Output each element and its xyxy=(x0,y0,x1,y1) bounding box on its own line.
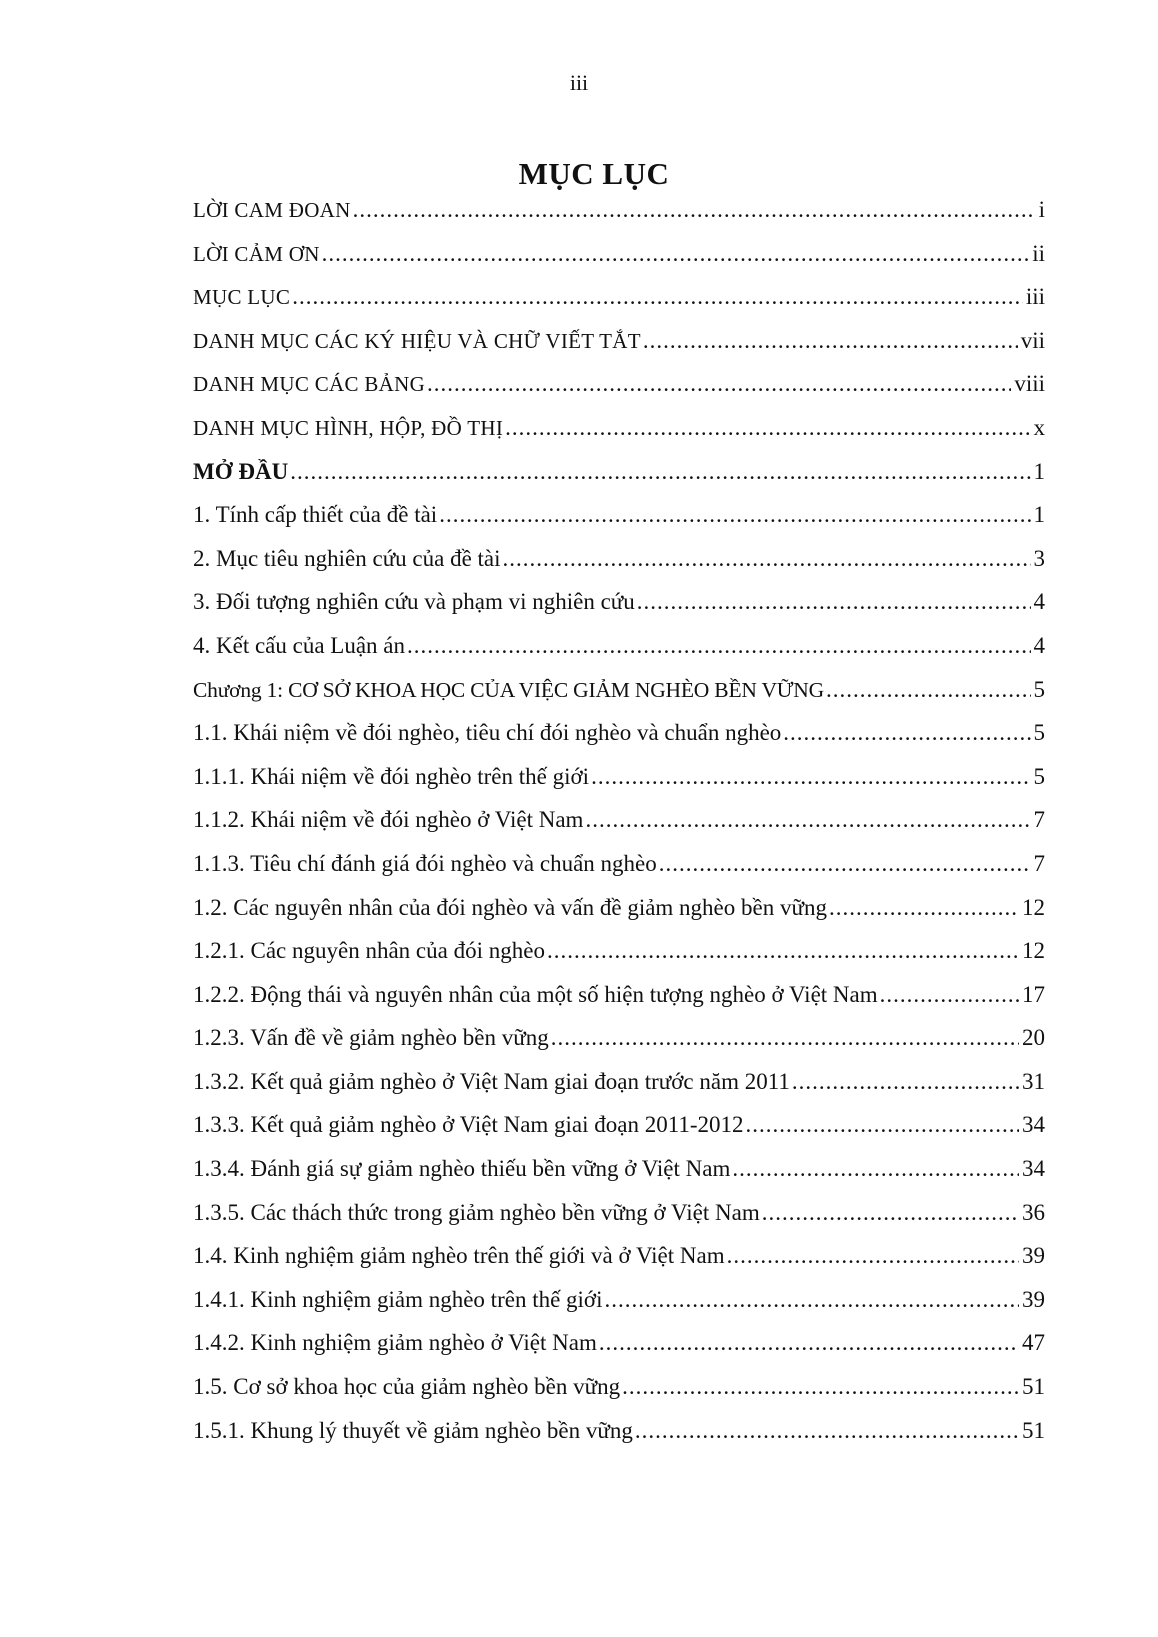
toc-leader-dots xyxy=(826,677,1031,703)
toc-entry[interactable] xyxy=(193,851,1045,895)
toc-entry-page: 39 xyxy=(1022,1243,1045,1269)
toc-entry[interactable] xyxy=(193,1200,1045,1244)
toc-leader-dots xyxy=(637,589,1031,615)
toc-entry-page: ii xyxy=(1032,240,1045,266)
toc-entry-label: 1.1.2. Khái niệm về đói nghèo ở Việt Nam xyxy=(193,807,584,833)
toc-entry-label: 1.5.1. Khung lý thuyết về giảm nghèo bền vững xyxy=(193,1417,633,1443)
toc-entry[interactable] xyxy=(193,415,1045,459)
toc-entry-page: 17 xyxy=(1022,981,1045,1007)
toc-entry-label: DANH MỤC HÌNH, HỘP, ĐỒ THỊ xyxy=(193,415,504,440)
toc-leader-dots xyxy=(605,1287,1020,1313)
toc-entry[interactable] xyxy=(193,502,1045,546)
toc-entry-page: i xyxy=(1038,197,1045,222)
toc-entry-label: 3. Đối tượng nghiên cứu và phạm vi nghiên cứu xyxy=(193,589,635,615)
toc-entry-label: 1.3.3. Kết quả giảm nghèo ở Việt Nam giai đoạn 2011-2012 xyxy=(193,1112,744,1138)
toc-leader-dots xyxy=(829,895,1019,921)
toc-leader-dots xyxy=(427,371,1011,397)
page-number: iii xyxy=(569,70,589,95)
toc-entry-label: 1.5. Cơ sở khoa học của giảm nghèo bền vững xyxy=(193,1374,621,1400)
toc-entry-label: 1.2. Các nguyên nhân của đói nghèo và vấn đề giảm nghèo bền vững xyxy=(193,894,827,920)
toc-leader-dots xyxy=(290,459,1030,485)
toc-entry[interactable] xyxy=(193,807,1045,851)
toc-entry-page: 3 xyxy=(1033,545,1045,571)
toc-leader-dots xyxy=(599,1330,1019,1356)
toc-entry-page: 31 xyxy=(1022,1068,1045,1094)
toc-title: MỤC LỤC xyxy=(518,156,670,191)
toc-entry[interactable] xyxy=(193,938,1045,982)
toc-entry-label: DANH MỤC CÁC KÝ HIỆU VÀ CHỮ VIẾT TẮT xyxy=(193,328,641,353)
toc-entry-label: 1.2.2. Động thái và nguyên nhân của một số hiện tượng nghèo ở Việt Nam xyxy=(193,981,878,1007)
toc-entry-label: 2. Mục tiêu nghiên cứu của đề tài xyxy=(193,545,501,571)
toc-entry-page: 5 xyxy=(1033,763,1045,789)
toc-leader-dots xyxy=(783,720,1030,746)
toc-leader-dots xyxy=(439,502,1030,528)
toc-entry-page: 51 xyxy=(1022,1374,1045,1400)
toc-entry[interactable] xyxy=(193,1418,1045,1462)
toc-entry-page: 4 xyxy=(1033,589,1045,615)
toc-entry-page: x xyxy=(1033,414,1045,440)
toc-entry-page: vii xyxy=(1020,327,1045,353)
toc-leader-dots xyxy=(622,1374,1019,1400)
toc-entry-page: 36 xyxy=(1022,1199,1045,1225)
toc-entry[interactable] xyxy=(193,1156,1045,1200)
toc-entry[interactable] xyxy=(193,633,1045,677)
toc-entry-page: 7 xyxy=(1033,850,1045,876)
toc-entry[interactable] xyxy=(193,459,1045,503)
toc-entry-label: 4. Kết cấu của Luận án xyxy=(193,632,406,658)
table-of-contents xyxy=(193,197,1045,1461)
toc-entry-label: 1.1.1. Khái niệm về đói nghèo trên thế giới xyxy=(193,763,590,789)
toc-entry-label: LỜI CẢM ƠN xyxy=(193,241,320,266)
toc-entry-label: 1.3.5. Các thách thức trong giảm nghèo bền vững ở Việt Nam xyxy=(193,1199,760,1225)
toc-entry-label: 1.4.1. Kinh nghiệm giảm nghèo trên thế giới xyxy=(193,1286,603,1312)
toc-entry[interactable] xyxy=(193,241,1045,285)
toc-entry-page: 7 xyxy=(1033,807,1045,833)
toc-leader-dots xyxy=(762,1200,1019,1226)
toc-leader-dots xyxy=(322,241,1030,267)
toc-entry-page: 12 xyxy=(1022,938,1045,964)
toc-entry-page: 39 xyxy=(1022,1286,1045,1312)
toc-entry[interactable] xyxy=(193,589,1045,633)
toc-leader-dots xyxy=(635,1418,1019,1444)
toc-entry-page: iii xyxy=(1025,284,1045,310)
toc-leader-dots xyxy=(505,415,1030,441)
toc-entry-page: 47 xyxy=(1022,1330,1045,1356)
toc-entry-label: 1.1.3. Tiêu chí đánh giá đói nghèo và chuẩn nghèo xyxy=(193,850,657,876)
toc-entry[interactable] xyxy=(193,1069,1045,1113)
toc-leader-dots xyxy=(547,938,1019,964)
toc-leader-dots xyxy=(727,1243,1019,1269)
toc-entry-page: 12 xyxy=(1022,894,1045,920)
toc-entry-label: MỤC LỤC xyxy=(193,285,291,310)
toc-entry[interactable] xyxy=(193,895,1045,939)
toc-entry[interactable] xyxy=(193,720,1045,764)
toc-entry-page: 1 xyxy=(1033,458,1045,484)
toc-entry-label: 1.3.2. Kết quả giảm nghèo ở Việt Nam giai đoạn trước năm 2011 xyxy=(193,1068,790,1094)
toc-entry-page: 34 xyxy=(1022,1156,1045,1182)
toc-entry-page: 20 xyxy=(1022,1025,1045,1051)
toc-entry[interactable] xyxy=(193,197,1045,241)
toc-entry-label: LỜI CAM ĐOAN xyxy=(193,198,351,222)
toc-leader-dots xyxy=(732,1156,1019,1182)
toc-entry[interactable] xyxy=(193,1330,1045,1374)
toc-entry[interactable] xyxy=(193,677,1045,721)
toc-entry-page: viii xyxy=(1014,371,1045,397)
toc-entry-label: 1.2.3. Vấn đề về giảm nghèo bền vững xyxy=(193,1025,549,1051)
toc-leader-dots xyxy=(880,982,1019,1008)
toc-entry[interactable] xyxy=(193,371,1045,415)
toc-entry-label: 1.4. Kinh nghiệm giảm nghèo trên thế giới và ở Việt Nam xyxy=(193,1243,725,1269)
toc-entry[interactable] xyxy=(193,1287,1045,1331)
toc-entry-page: 34 xyxy=(1022,1112,1045,1138)
toc-leader-dots xyxy=(591,764,1030,790)
toc-entry-label: DANH MỤC CÁC BẢNG xyxy=(193,372,426,397)
toc-entry[interactable] xyxy=(193,284,1045,328)
toc-leader-dots xyxy=(659,851,1031,877)
toc-entry[interactable] xyxy=(193,1025,1045,1069)
toc-leader-dots xyxy=(353,197,1036,223)
toc-entry[interactable] xyxy=(193,1243,1045,1287)
toc-entry-page: 5 xyxy=(1033,676,1045,702)
toc-leader-dots xyxy=(746,1112,1019,1138)
toc-entry-label: 1.2.1. Các nguyên nhân của đói nghèo xyxy=(193,938,545,964)
toc-entry-label: Chương 1: CƠ SỞ KHOA HỌC CỦA VIỆC GIẢM NGHÈO BỀN VỮNG xyxy=(193,677,824,702)
toc-leader-dots xyxy=(503,546,1031,572)
toc-entry-page: 1 xyxy=(1033,502,1045,528)
toc-entry-page: 5 xyxy=(1033,720,1045,746)
toc-entry-label: 1.3.4. Đánh giá sự giảm nghèo thiếu bền vững ở Việt Nam xyxy=(193,1156,731,1182)
toc-entry-label: 1. Tính cấp thiết của đề tài xyxy=(193,502,438,528)
toc-entry[interactable] xyxy=(193,328,1045,372)
toc-entry-label: 1.4.2. Kinh nghiệm giảm nghèo ở Việt Nam xyxy=(193,1330,597,1356)
toc-leader-dots xyxy=(643,328,1018,354)
toc-entry-label: 1.1. Khái niệm về đói nghèo, tiêu chí đói nghèo và chuẩn nghèo xyxy=(193,720,782,746)
toc-leader-dots xyxy=(407,633,1030,659)
toc-entry[interactable] xyxy=(193,764,1045,808)
toc-entry-label: MỞ ĐẦU xyxy=(193,458,289,484)
toc-leader-dots xyxy=(792,1069,1019,1095)
toc-entry[interactable] xyxy=(193,982,1045,1026)
toc-leader-dots xyxy=(551,1025,1019,1051)
toc-leader-dots xyxy=(585,807,1030,833)
toc-entry-page: 51 xyxy=(1022,1417,1045,1443)
toc-leader-dots xyxy=(292,284,1023,310)
toc-entry[interactable] xyxy=(193,1112,1045,1156)
toc-entry[interactable] xyxy=(193,546,1045,590)
toc-entry-page: 4 xyxy=(1033,632,1045,658)
toc-entry[interactable] xyxy=(193,1374,1045,1418)
